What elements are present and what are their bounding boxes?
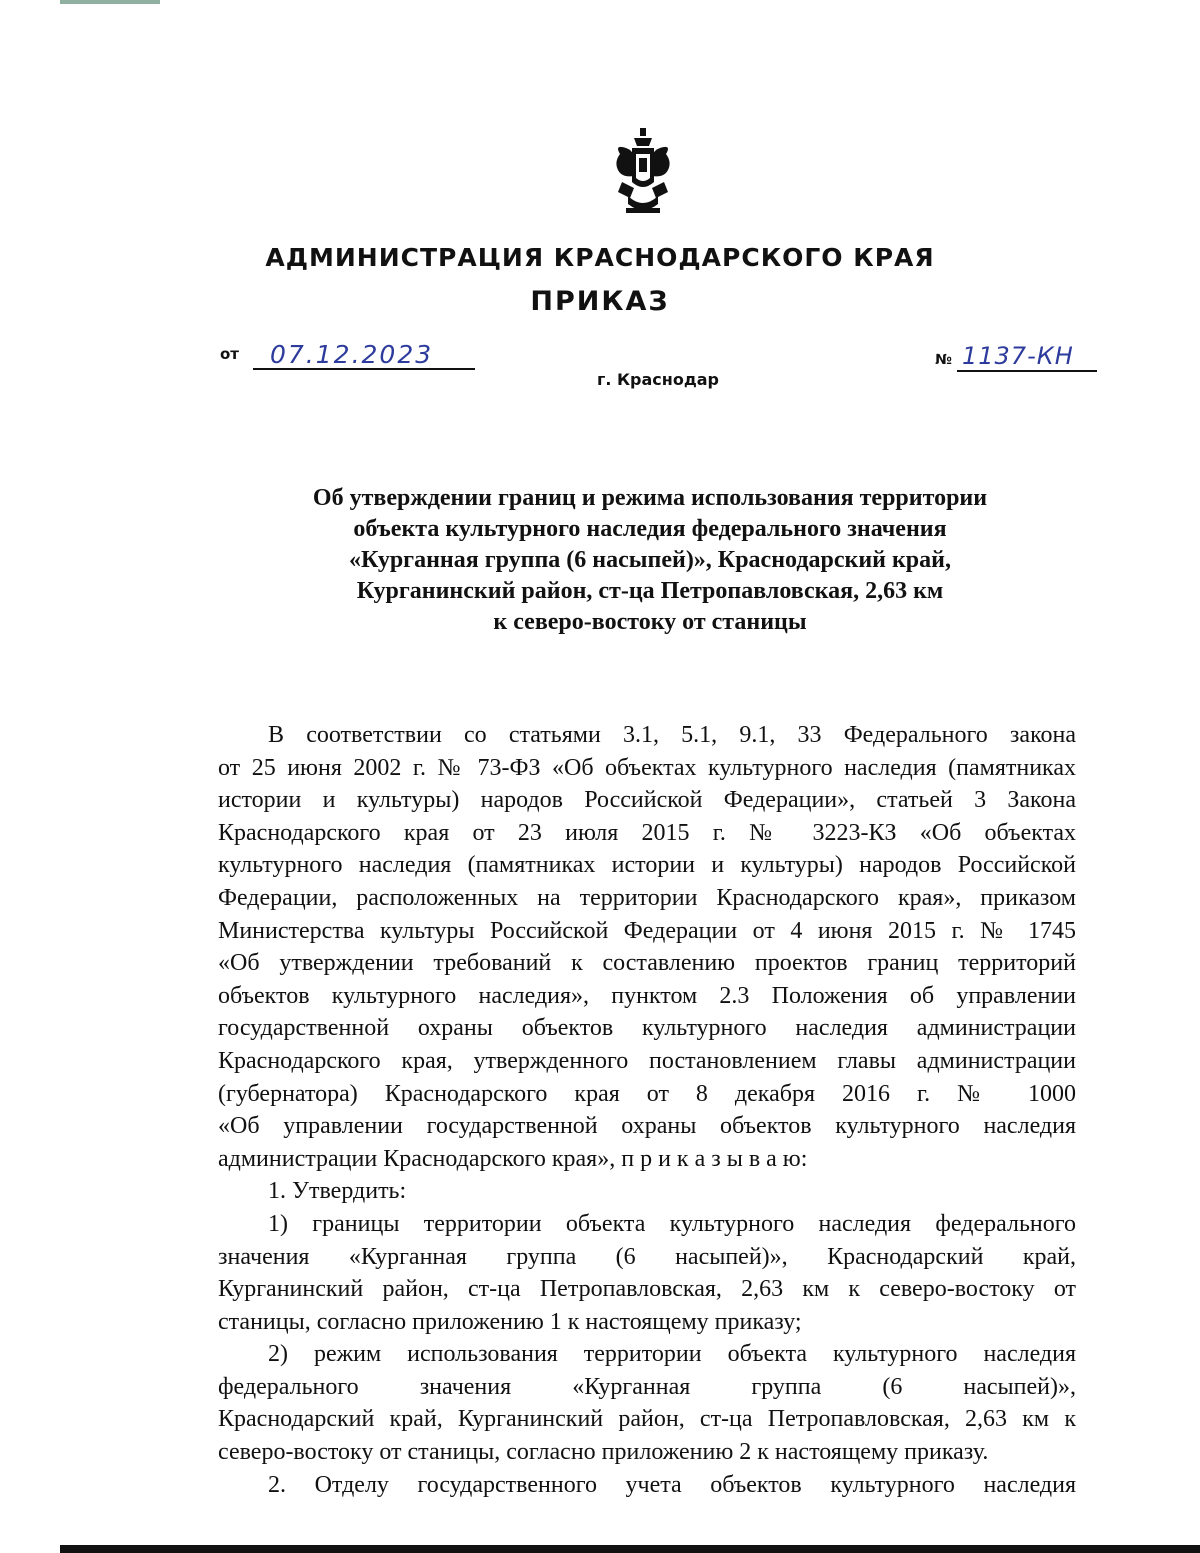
body-line: Федерации, расположенных на территории Краснодарского края», приказом	[218, 884, 1076, 911]
document-body	[218, 719, 1076, 1501]
organization-name: АДМИНИСТРАЦИЯ КРАСНОДАРСКОГО КРАЯ	[265, 243, 935, 272]
body-line: Министерства культуры Российской Федерации от 4 июня 2015 г. № 1745	[218, 917, 1076, 944]
body-line: значения «Курганная группа (6 насыпей)», Краснодарский край,	[218, 1243, 1076, 1270]
title-line: Курганинский район, ст-ца Петропавловская, 2,63 км	[356, 578, 944, 604]
date-label: от	[220, 345, 239, 363]
body-line: 2) режим использования территории объекта культурного наследия	[268, 1341, 1076, 1368]
number-handwritten-value: 1137-КН	[962, 342, 1074, 370]
body-line: 1) границы территории объекта культурного наследия федерального	[268, 1210, 1076, 1237]
title-line: к северо-востоку от станицы	[493, 609, 807, 635]
body-line: (губернатора) Краснодарского края от 8 декабря 2016 г. № 1000	[218, 1080, 1076, 1107]
body-line: 1. Утвердить:	[268, 1178, 407, 1205]
coat-of-arms-emblem	[612, 126, 674, 218]
document-type: ПРИКАЗ	[530, 286, 670, 317]
city-name: г. Краснодар	[596, 370, 720, 389]
body-line: Краснодарского края, утвержденного постановлением главы администрации	[218, 1047, 1076, 1074]
body-line: от 25 июня 2002 г. № 73-ФЗ «Об объектах культурного наследия (памятниках	[218, 754, 1076, 781]
body-line: истории и культуры) народов Российской Федерации», статьей 3 Закона	[218, 787, 1076, 814]
body-line: культурного наследия (памятниках истории и культуры) народов Российской	[218, 852, 1076, 879]
body-line: федерального значения «Курганная группа (6 насыпей)»,	[218, 1373, 1076, 1400]
body-line: «Об утверждении требований к составлению проектов границ территорий	[218, 950, 1076, 977]
body-line: северо-востоку от станицы, согласно приложению 2 к настоящему приказу.	[218, 1439, 989, 1466]
body-line: объектов культурного наследия», пунктом 2.3 Положения об управлении	[218, 982, 1076, 1009]
body-line: 2. Отделу государственного учета объектов культурного наследия	[268, 1471, 1076, 1498]
body-line: Краснодарский край, Курганинский район, ст-ца Петропавловская, 2,63 км к	[218, 1406, 1076, 1433]
body-line: «Об управлении государственной охраны объектов культурного наследия	[218, 1113, 1076, 1140]
body-line: государственной охраны объектов культурного наследия администрации	[218, 1015, 1076, 1042]
body-line: администрации Краснодарского края», п р и к а з ы в а ю:	[218, 1145, 808, 1172]
title-line: объекта культурного наследия федерального значения	[353, 516, 947, 542]
scan-edge-mark	[60, 0, 160, 4]
title-line: Об утверждении границ и режима использования территории	[312, 485, 988, 511]
number-label: №	[935, 352, 952, 368]
body-line: В соответствии со статьями 3.1, 5.1, 9.1, 33 Федерального закона	[268, 722, 1076, 748]
title-line: «Курганная группа (6 насыпей)», Краснодарский край,	[349, 547, 951, 573]
body-line: Краснодарского края от 23 июля 2015 г. № 3223-КЗ «Об объектах	[218, 819, 1076, 846]
body-line: Курганинский район, ст-ца Петропавловская, 2,63 км к северо-востоку от	[218, 1276, 1076, 1303]
document-title	[250, 483, 1050, 638]
scan-bottom-edge	[60, 1545, 1200, 1553]
date-handwritten-value: 07.12.2023	[270, 340, 434, 369]
body-line: станицы, согласно приложению 1 к настоящему приказу;	[218, 1308, 802, 1335]
